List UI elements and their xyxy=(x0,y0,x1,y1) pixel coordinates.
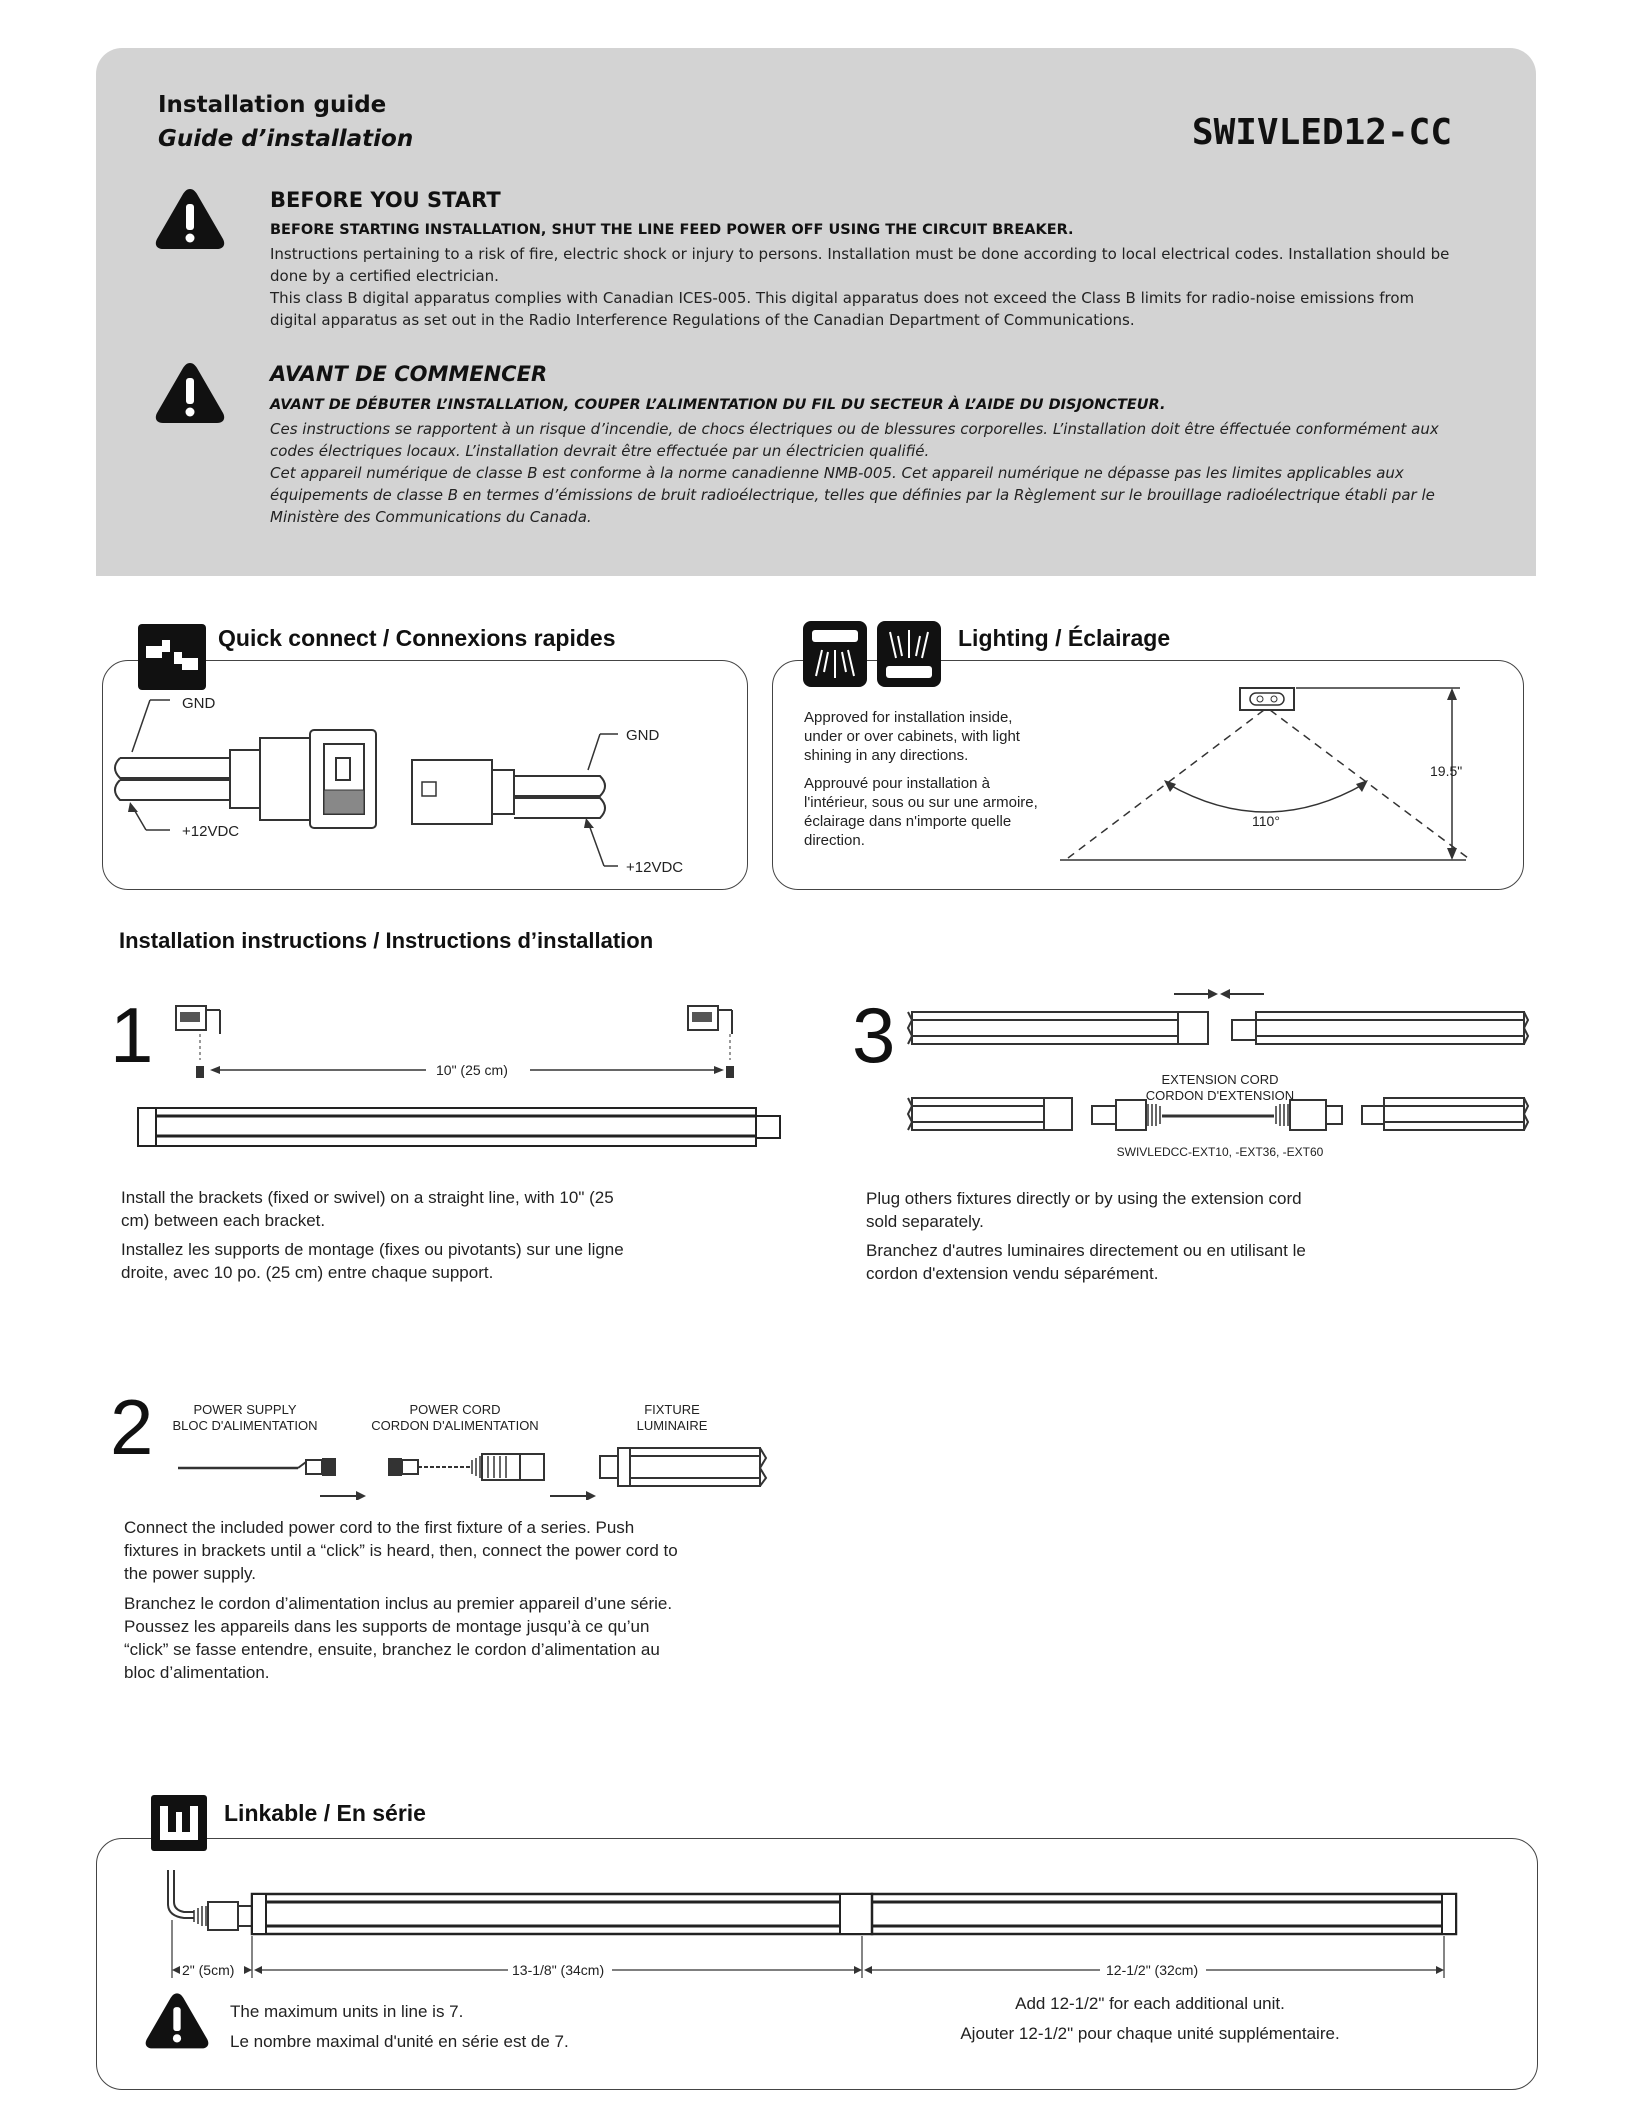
gnd-label-left: GND xyxy=(182,695,216,712)
avant-heading: AVANT DE COMMENCER xyxy=(270,362,548,386)
power-supply-label-en: POWER SUPPLY xyxy=(193,1402,297,1417)
max-units-en: The maximum units in line is 7. xyxy=(230,2002,464,2021)
lighting-text-fr: Approuvé pour installation à l'intérieur, sous ou sur une armoire, éclairage dans n'importe quelle direction. xyxy=(804,775,1038,849)
vdc-label-left: +12VDC xyxy=(182,823,240,840)
instructions-title: Installation instructions / Instructions d’installation xyxy=(119,928,654,953)
power-cord-label-en: POWER CORD xyxy=(409,1402,501,1417)
before-start-warning: BEFORE STARTING INSTALLATION, SHUT THE LINE FEED POWER OFF USING THE CIRCUIT BREAKER. xyxy=(270,222,1074,238)
ext-cord-label-en: EXTENSION CORD xyxy=(1161,1072,1279,1087)
angle-label: 110° xyxy=(1252,813,1280,829)
step-3-diagram xyxy=(904,980,1534,1160)
before-start-para1: Instructions pertaining to a risk of fire, electric shock or injury to persons. Installation must be done according to local electrical codes. Installation should be done by a certified electrician. xyxy=(270,245,1450,285)
max-units-fr: Le nombre maximal d'unité en série est de 7. xyxy=(230,2032,569,2051)
bracket-right xyxy=(688,1006,734,1078)
step-1-diagram xyxy=(130,996,790,1160)
quick-connect-diagram xyxy=(110,690,740,886)
dim-cord: 2" (5cm) xyxy=(182,1962,235,1978)
step-2-text-fr: Branchez le cordon d’alimentation inclus au premier appareil d’une série. Poussez les appareils dans les supports de montage jusqu’à ce qu’un “click” se fasse entendre, ensuite, branchez le cordon d’alimentation au bloc d’alimentation. xyxy=(124,1594,673,1682)
dim-additional-unit: 12-1/2" (32cm) xyxy=(1106,1962,1199,1978)
lighting-text-en: Approved for installation inside, under or over cabinets, with light shining in any directions. xyxy=(804,709,1020,764)
title-en: Installation guide xyxy=(158,92,387,118)
gnd-label-right: GND xyxy=(626,727,660,744)
step-2-text-en: Connect the included power cord to the first fixture of a series. Push fixtures in brackets until a “click” is heard, then, connect the power cord to the power supply. xyxy=(124,1518,678,1583)
warning-icon xyxy=(154,360,226,424)
power-supply-label-fr: BLOC D'ALIMENTATION xyxy=(172,1418,318,1433)
linkable-title: Linkable / En série xyxy=(224,1800,426,1826)
step-1-text-fr: Installez les supports de montage (fixes ou pivotants) sur une ligne droite, avec 10 po. (25 cm) entre chaque support. xyxy=(121,1240,624,1282)
over-cabinet-light-icon xyxy=(876,620,942,688)
bracket-left xyxy=(176,1006,220,1078)
step-1-dimension: 10" (25 cm) xyxy=(436,1062,508,1078)
step-3-text-fr: Branchez d'autres luminaires directement ou en utilisant le cordon d'extension vendu séparément. xyxy=(866,1241,1306,1283)
height-label: 19.5" xyxy=(1430,763,1463,779)
vdc-label-right: +12VDC xyxy=(626,859,684,876)
quick-connect-icon xyxy=(136,622,208,692)
title-fr: Guide d’installation xyxy=(158,126,414,152)
fixture-label-fr: LUMINAIRE xyxy=(636,1418,708,1433)
lighting-title: Lighting / Éclairage xyxy=(958,625,1171,651)
dim-first-unit: 13-1/8" (34cm) xyxy=(512,1962,605,1978)
step-1-text-en: Install the brackets (fixed or swivel) on a straight line, with 10" (25 cm) between each bracket. xyxy=(121,1188,614,1230)
warning-icon xyxy=(144,1990,210,2050)
ext-cord-label-fr: CORDON D'EXTENSION xyxy=(1145,1088,1295,1103)
avant-para2: Cet appareil numérique de classe B est conforme à la norme canadienne NMB-005. Cet appareil numérique ne dépasse pas les limites applicables aux équipements de classe B en termes d’émissions de bruit radioélectrique, telles que définies par la Règlement sur le brouillage radioélectrique établi par le Ministère des Communications du Canada. xyxy=(270,464,1435,526)
step-3-number: 3 xyxy=(852,991,896,1079)
before-start-heading: BEFORE YOU START xyxy=(270,188,501,212)
under-cabinet-light-icon xyxy=(802,620,868,688)
fixture-label-en: FIXTURE xyxy=(644,1402,700,1417)
quick-connect-title: Quick connect / Connexions rapides xyxy=(218,625,616,651)
avant-para1: Ces instructions se rapportent à un risque d’incendie, de chocs électriques ou de blessures corporelles. L’installation doit être éffectuée conformément aux codes électriques locaux. L’installation devrait être effectuée par un électricien qualifié. xyxy=(270,420,1439,460)
ext-cord-models: SWIVLEDCC-EXT10, -EXT36, -EXT60 xyxy=(1116,1145,1324,1159)
model-number: SWIVLED12-CC xyxy=(1191,112,1452,153)
add-length-fr: Ajouter 12-1/2" pour chaque unité supplémentaire. xyxy=(960,2024,1340,2043)
linkable-diagram xyxy=(160,1860,1470,1990)
lighting-angle-diagram xyxy=(1060,680,1520,880)
avant-warning: AVANT DE DÉBUTER L’INSTALLATION, COUPER L’ALIMENTATION DU FIL DU SECTEUR À L’AIDE DU DISJONCTEUR. xyxy=(270,397,1166,413)
add-length-en: Add 12-1/2" for each additional unit. xyxy=(1015,1994,1285,2013)
warning-icon xyxy=(154,186,226,250)
step-2-number: 2 xyxy=(110,1383,154,1471)
step-2-diagram xyxy=(170,1440,770,1500)
before-start-para2: This class B digital apparatus complies with Canadian ICES-005. This digital apparatus does not exceed the Class B limits for radio-noise emissions from digital apparatus as set out in the Radio Interference Regulations of the Canadian Department of Communications. xyxy=(270,289,1415,329)
power-cord-label-fr: CORDON D'ALIMENTATION xyxy=(371,1418,539,1433)
step-3-text-en: Plug others fixtures directly or by using the extension cord sold separately. xyxy=(866,1189,1302,1231)
linkable-icon xyxy=(150,1794,208,1852)
step-1-number: 1 xyxy=(110,991,154,1079)
